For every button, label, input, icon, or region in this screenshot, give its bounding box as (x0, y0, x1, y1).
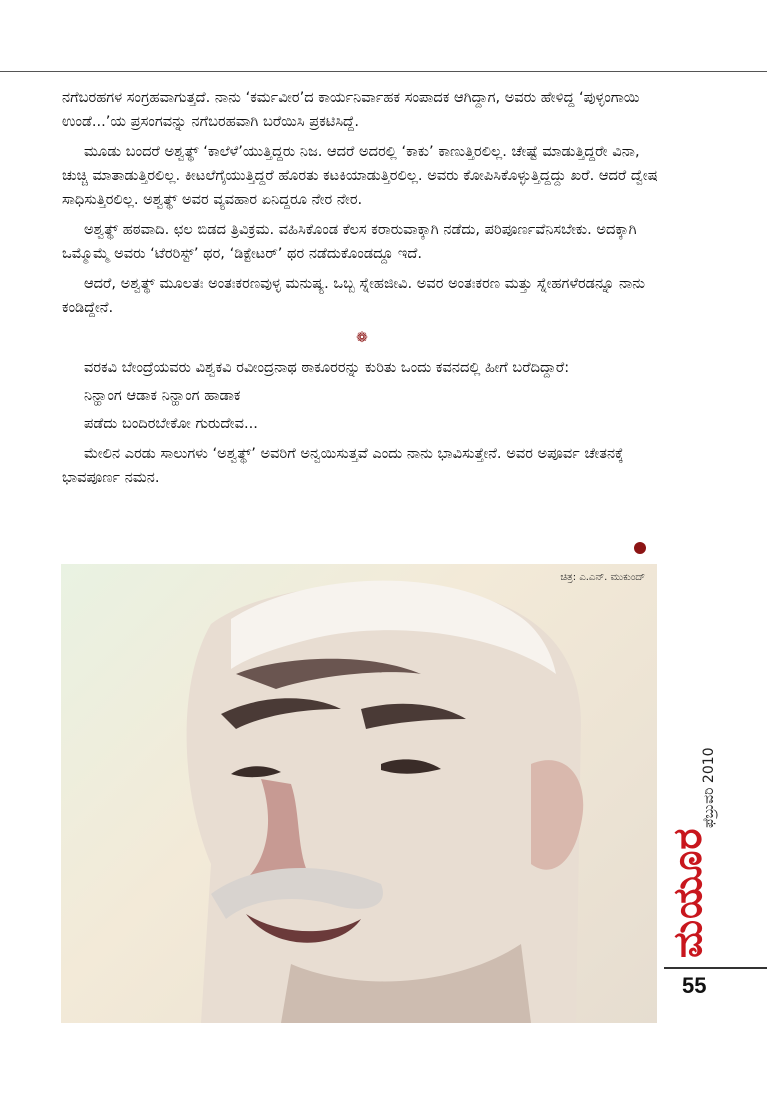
magazine-name: ಮಯೂರ (665, 827, 711, 958)
top-rule (0, 71, 767, 72)
paragraph-6: ಮೇಲಿನ ಎರಡು ಸಾಲುಗಳು ‘ಅಶ್ವತ್ಥ್’ ಅವರಿಗೆ ಅನ್ವಯಿಸುತ್ತವೆ ಎಂದು ನಾನು ಭಾವಿಸುತ್ತೇನೆ. ಅವರ ಅಪೂರ್ವ ಚೇತನಕ್ಕೆ ಭಾವಪೂರ್ಣ ನಮನ. (62, 445, 624, 486)
portrait-illustration (61, 564, 657, 1023)
section-ornament-icon: ❁ (356, 330, 368, 346)
issue-date: ಫೆಬ್ರುವರಿ 2010 (701, 747, 717, 828)
verse-line-2: ಪಡೆದು ಬಂದಿರಬೇಕೋ ಗುರುದೇವ... (84, 415, 258, 432)
paragraph-2: ಮೂಡು ಬಂದರೆ ಅಶ್ವತ್ಥ್ ‘ಕಾಲೆಳೆ’ಯುತ್ತಿದ್ದರು ನಿಜ. ಆದರೆ ಅದರಲ್ಲಿ ‘ಕಾಕು’ ಕಾಣುತ್ತಿರಲಿಲ್ಲ. ಚೇಷ್ಟೆ ಮಾಡುತ್ತಿದ್ದರೇ ವಿನಾ, ಚುಚ್ಚಿ ಮಾತಾಡುತ್ತಿರಲಿಲ್ಲ. ಕೀಟಲೆಗೈಯುತ್ತಿದ್ದರೆ ಹೊರತು ಕಟಕಿಯಾಡುತ್ತಿರಲಿಲ್ಲ. ಅವರು ಕೋಪಿಸಿಕೊಳ್ಳುತ್ತಿದ್ದದ್ದು ಖರೆ. ಆದರೆ ದ್ವೇಷ ಸಾಧಿಸುತ್ತಿರಲಿಲ್ಲ. ಅಶ್ವತ್ಥ್ ಅವರ ವ್ಯವಹಾರ ಏನಿದ್ದರೂ ನೇರ ನೇರ. (62, 143, 658, 208)
paragraph-5: ವರಕವಿ ಬೇಂದ್ರೆಯವರು ವಿಶ್ವಕವಿ ರವೀಂದ್ರನಾಥ ಠಾಕೂರರನ್ನು ಕುರಿತು ಒಂದು ಕವನದಲ್ಲಿ ಹೀಗೆ ಬರೆದಿದ್ದಾರೆ: (84, 359, 570, 376)
paragraph-4: ಆದರೆ, ಅಶ್ವತ್ಥ್ ಮೂಲತಃ ಅಂತಃಕರಣವುಳ್ಳ ಮನುಷ್ಯ. ಒಬ್ಬ ಸ್ನೇಹಜೀವಿ. ಅವರ ಅಂತಃಕರಣ ಮತ್ತು ಸ್ನೇಹಗಳೆರಡನ್ನೂ ನಾನು ಕಂಡಿದ್ದೇನೆ. (62, 275, 646, 316)
paragraph-1: ನಗೆಬರಹಗಳ ಸಂಗ್ರಹವಾಗುತ್ತದೆ. ನಾನು ‘ಕರ್ಮವೀರ’ದ ಕಾರ್ಯನಿರ್ವಾಹಕ ಸಂಪಾದಕ ಆಗಿದ್ದಾಗ, ಅವರು ಹೇಳಿದ್ದ ‘ಪುಳ್ಳಂಗಾಯಿ ಉಂಡೆ...’ಯ ಪ್ರಸಂಗವನ್ನು ನಗೆಬರಹವಾಗಿ ಬರೆಯಿಸಿ ಪ್ರಕಟಿಸಿದ್ದೆ. (62, 89, 640, 130)
photo-credit: ಚಿತ್ರ: ಎ.ಎನ್. ಮುಕುಂದ್ (560, 572, 645, 583)
side-rule (664, 967, 767, 969)
verse-line-1: ನಿನ್ಹಾಂಗ ಆಡಾಕ ನಿನ್ಹಾಂಗ ಹಾಡಾಕ (84, 387, 241, 404)
end-of-article-dot (634, 542, 646, 554)
page-number: 55 (682, 973, 707, 998)
article-body (62, 86, 662, 490)
portrait-photo (61, 564, 657, 1023)
paragraph-3: ಅಶ್ವತ್ಥ್ ಹಠವಾದಿ. ಛಲ ಬಿಡದ ತ್ರಿವಿಕ್ರಮ. ವಹಿಸಿಕೊಂಡ ಕೆಲಸ ಕರಾರುವಾಕ್ಕಾಗಿ ನಡೆದು, ಪರಿಪೂರ್ಣವೆನಿಸಬೇಕು. ಅದಕ್ಕಾಗಿ ಒಮ್ಮೊಮ್ಮೆ ಅವರು ‘ಟೆರರಿಸ್ಟ್’ ಥರ, ‘ಡಿಕ್ಟೇಟರ್’ ಥರ ನಡೆದುಕೊಂಡದ್ದೂ ಇದೆ. (62, 221, 637, 262)
